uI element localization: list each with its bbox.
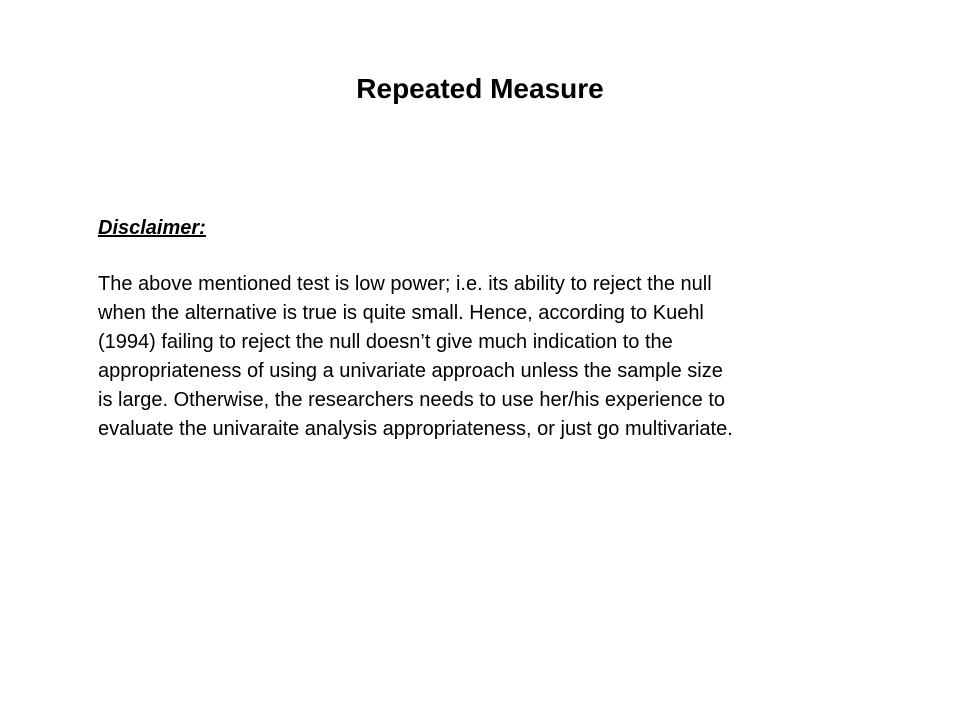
disclaimer-heading: Disclaimer: [98,217,206,239]
disclaimer-body [98,270,878,444]
body-line: (1994) failing to reject the null doesn’t give much indication to the [98,331,673,353]
body-line: is large. Otherwise, the researchers needs to use her/his experience to [98,389,725,411]
body-line: evaluate the univaraite analysis appropriateness, or just go multivariate. [98,418,733,440]
body-line: when the alternative is true is quite small. Hence, according to Kuehl [98,302,704,324]
body-line: The above mentioned test is low power; i.e. its ability to reject the null [98,273,712,295]
slide-title: Repeated Measure [356,73,604,104]
body-line: appropriateness of using a univariate approach unless the sample size [98,360,723,382]
